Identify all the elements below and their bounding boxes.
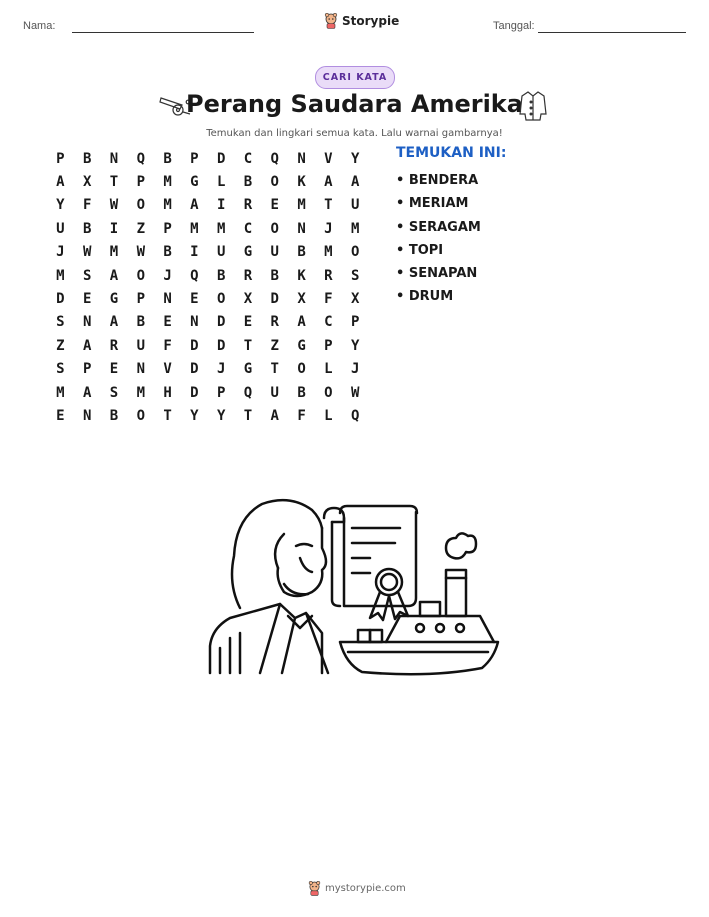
- grid-cell[interactable]: S: [350, 267, 360, 284]
- word-item: • DRUM: [396, 289, 454, 305]
- grid-cell[interactable]: P: [190, 150, 199, 167]
- footer: [308, 881, 406, 896]
- grid-cell[interactable]: N: [163, 291, 172, 308]
- grid-cell[interactable]: S: [56, 361, 65, 378]
- grid-cell[interactable]: N: [297, 220, 306, 237]
- grid-cell[interactable]: J: [216, 361, 226, 378]
- grid-cell[interactable]: P: [136, 174, 145, 191]
- grid-cell[interactable]: L: [324, 361, 333, 378]
- category-badge: CARI KATA: [315, 66, 395, 89]
- word-item: • TOPI: [396, 242, 444, 258]
- grid-cell[interactable]: P: [136, 291, 145, 308]
- grid-cell[interactable]: K: [297, 174, 306, 191]
- grid-cell[interactable]: S: [82, 267, 92, 284]
- grid-cell[interactable]: B: [82, 150, 92, 167]
- grid-cell[interactable]: S: [56, 314, 65, 331]
- grid-cell[interactable]: M: [297, 197, 306, 214]
- grid-cell[interactable]: D: [56, 291, 65, 308]
- grid-cell[interactable]: V: [324, 150, 333, 167]
- grid-cell[interactable]: N: [297, 150, 306, 167]
- footer-url[interactable]: mystorypie.com: [325, 883, 406, 894]
- grid-cell[interactable]: A: [350, 174, 360, 191]
- grid-cell[interactable]: A: [297, 314, 306, 331]
- grid-cell[interactable]: N: [82, 314, 92, 331]
- brand-name: Storypie: [342, 14, 400, 28]
- grid-cell[interactable]: W: [109, 197, 119, 214]
- grid-cell[interactable]: O: [270, 174, 279, 191]
- lincoln-portrait: [210, 500, 328, 673]
- grid-cell[interactable]: D: [190, 361, 199, 378]
- grid-cell[interactable]: I: [190, 244, 199, 261]
- grid-cell[interactable]: A: [324, 174, 333, 191]
- instructions: Temukan dan lingkari semua kata. Lalu warnai gambarnya!: [206, 128, 503, 139]
- grid-cell[interactable]: B: [297, 244, 306, 261]
- grid-cell[interactable]: P: [216, 384, 226, 401]
- grid-cell[interactable]: U: [270, 384, 279, 401]
- grid-cell[interactable]: P: [82, 361, 92, 378]
- grid-cell[interactable]: O: [270, 220, 279, 237]
- grid-cell[interactable]: W: [82, 244, 92, 261]
- grid-cell[interactable]: M: [136, 384, 145, 401]
- coloring-illustration[interactable]: [200, 488, 510, 683]
- grid-cell[interactable]: Q: [136, 150, 145, 167]
- grid-cell[interactable]: B: [243, 174, 253, 191]
- grid-cell[interactable]: Y: [350, 337, 360, 354]
- mascot-logo-icon: [308, 881, 321, 896]
- grid-cell[interactable]: G: [297, 337, 306, 354]
- grid-cell[interactable]: C: [243, 150, 253, 167]
- grid-cell[interactable]: Y: [56, 197, 65, 214]
- grid-cell[interactable]: P: [350, 314, 360, 331]
- grid-cell[interactable]: U: [56, 220, 65, 237]
- uniform-jacket-icon: [518, 90, 548, 122]
- grid-cell[interactable]: Q: [270, 150, 279, 167]
- grid-cell[interactable]: U: [216, 244, 226, 261]
- grid-cell[interactable]: F: [163, 337, 172, 354]
- grid-cell[interactable]: U: [270, 244, 279, 261]
- grid-cell[interactable]: C: [243, 220, 253, 237]
- grid-cell[interactable]: O: [350, 244, 360, 261]
- grid-cell[interactable]: M: [56, 384, 65, 401]
- grid-cell[interactable]: P: [324, 337, 333, 354]
- word-item: • BENDERA: [396, 173, 479, 188]
- word-list: [396, 171, 481, 311]
- grid-cell[interactable]: E: [109, 361, 119, 378]
- grid-cell[interactable]: F: [82, 197, 92, 214]
- grid-cell[interactable]: D: [216, 150, 226, 167]
- grid-cell[interactable]: H: [163, 384, 172, 401]
- grid-cell[interactable]: G: [109, 291, 119, 308]
- grid-cell[interactable]: F: [297, 407, 306, 424]
- grid-cell[interactable]: N: [190, 314, 199, 331]
- grid-cell[interactable]: E: [270, 197, 279, 214]
- grid-cell[interactable]: Y: [190, 407, 199, 424]
- grid-cell[interactable]: Y: [350, 150, 360, 167]
- grid-cell[interactable]: A: [56, 174, 65, 191]
- grid-cell[interactable]: R: [324, 267, 333, 284]
- grid-cell[interactable]: N: [82, 407, 92, 424]
- grid-cell[interactable]: P: [56, 150, 65, 167]
- word-item: • SERAGAM: [396, 219, 481, 235]
- grid-cell[interactable]: M: [163, 197, 172, 214]
- grid-cell[interactable]: R: [109, 337, 119, 354]
- grid-cell[interactable]: M: [350, 220, 360, 237]
- grid-cell[interactable]: E: [243, 314, 253, 331]
- grid-cell[interactable]: O: [216, 291, 226, 308]
- grid-cell[interactable]: J: [163, 267, 172, 284]
- date-line[interactable]: [538, 32, 686, 33]
- grid-cell[interactable]: N: [136, 361, 145, 378]
- grid-cell[interactable]: W: [350, 384, 360, 401]
- grid-cell[interactable]: J: [350, 361, 360, 378]
- grid-cell[interactable]: K: [297, 267, 306, 284]
- grid-cell[interactable]: M: [56, 267, 65, 284]
- name-label: Nama:: [23, 20, 56, 32]
- grid-cell[interactable]: B: [297, 384, 306, 401]
- grid-cell[interactable]: L: [216, 174, 226, 191]
- word-search-grid[interactable]: [47, 147, 369, 428]
- grid-cell[interactable]: E: [56, 407, 65, 424]
- grid-cell[interactable]: M: [324, 244, 333, 261]
- grid-cell[interactable]: B: [82, 220, 92, 237]
- grid-cell[interactable]: M: [163, 174, 172, 191]
- word-list-title: TEMUKAN INI:: [396, 145, 507, 161]
- grid-cell[interactable]: A: [270, 407, 279, 424]
- grid-cell[interactable]: X: [297, 291, 306, 308]
- steamboat: [340, 533, 498, 674]
- grid-cell[interactable]: E: [190, 291, 199, 308]
- grid-cell[interactable]: Q: [190, 267, 199, 284]
- grid-cell[interactable]: S: [109, 384, 119, 401]
- grid-cell[interactable]: D: [190, 384, 199, 401]
- date-label: Tanggal:: [493, 20, 535, 32]
- grid-cell[interactable]: U: [350, 197, 360, 214]
- grid-cell[interactable]: U: [136, 337, 145, 354]
- word-item: • MERIAM: [396, 196, 469, 212]
- mascot-logo-icon: [324, 13, 338, 29]
- grid-cell[interactable]: T: [163, 407, 172, 424]
- grid-cell[interactable]: G: [190, 174, 199, 191]
- page-title: Perang Saudara Amerika: [186, 90, 523, 118]
- grid-cell[interactable]: T: [270, 361, 279, 378]
- grid-cell[interactable]: O: [136, 267, 145, 284]
- grid-cell[interactable]: Z: [136, 220, 145, 237]
- grid-cell[interactable]: T: [243, 337, 253, 354]
- grid-cell[interactable]: D: [190, 337, 199, 354]
- grid-cell[interactable]: X: [350, 291, 360, 308]
- grid-cell[interactable]: J: [56, 244, 65, 261]
- grid-cell[interactable]: M: [216, 220, 226, 237]
- grid-cell[interactable]: T: [243, 407, 253, 424]
- grid-cell[interactable]: M: [190, 220, 199, 237]
- grid-cell[interactable]: T: [109, 174, 119, 191]
- grid-cell[interactable]: D: [216, 314, 226, 331]
- grid-cell[interactable]: X: [82, 174, 92, 191]
- grid-cell[interactable]: E: [163, 314, 172, 331]
- grid-cell[interactable]: B: [216, 267, 226, 284]
- word-item: • SENAPAN: [396, 266, 478, 282]
- grid-cell[interactable]: Z: [56, 337, 65, 354]
- grid-cell[interactable]: Q: [350, 407, 360, 424]
- grid-cell[interactable]: M: [109, 244, 119, 261]
- grid-cell[interactable]: O: [136, 197, 145, 214]
- grid-cell[interactable]: Z: [270, 337, 279, 354]
- grid-cell[interactable]: E: [82, 291, 92, 308]
- grid-cell[interactable]: R: [270, 314, 279, 331]
- grid-cell[interactable]: L: [324, 407, 333, 424]
- grid-cell[interactable]: Y: [216, 407, 226, 424]
- grid-cell[interactable]: X: [243, 291, 253, 308]
- grid-cell[interactable]: D: [216, 337, 226, 354]
- grid-cell[interactable]: A: [82, 337, 92, 354]
- grid-cell[interactable]: A: [190, 197, 199, 214]
- grid-cell[interactable]: A: [109, 314, 119, 331]
- grid-cell[interactable]: V: [163, 361, 172, 378]
- grid-cell[interactable]: P: [163, 220, 172, 237]
- grid-cell[interactable]: O: [136, 407, 145, 424]
- grid-cell[interactable]: Q: [243, 384, 253, 401]
- grid-cell[interactable]: A: [109, 267, 119, 284]
- grid-cell[interactable]: A: [82, 384, 92, 401]
- grid-cell[interactable]: B: [163, 244, 172, 261]
- name-line[interactable]: [72, 32, 254, 33]
- grid-cell[interactable]: W: [136, 244, 145, 261]
- grid-cell[interactable]: B: [163, 150, 172, 167]
- grid-cell[interactable]: B: [109, 407, 119, 424]
- grid-cell[interactable]: T: [324, 197, 333, 214]
- document-scroll-with-seal: [324, 506, 417, 620]
- grid-cell[interactable]: N: [109, 150, 119, 167]
- brand: [324, 13, 399, 29]
- grid-cell[interactable]: G: [243, 361, 253, 378]
- grid-cell[interactable]: F: [324, 291, 333, 308]
- grid-cell[interactable]: D: [270, 291, 279, 308]
- grid-cell[interactable]: R: [243, 197, 253, 214]
- grid-cell[interactable]: R: [243, 267, 253, 284]
- grid-cell[interactable]: C: [324, 314, 333, 331]
- grid-cell[interactable]: B: [270, 267, 279, 284]
- grid-cell[interactable]: O: [297, 361, 306, 378]
- grid-cell[interactable]: O: [324, 384, 333, 401]
- grid-cell[interactable]: J: [324, 220, 333, 237]
- grid-cell[interactable]: I: [216, 197, 226, 214]
- grid-cell[interactable]: I: [109, 220, 119, 237]
- grid-cell[interactable]: B: [136, 314, 145, 331]
- grid-cell[interactable]: G: [243, 244, 253, 261]
